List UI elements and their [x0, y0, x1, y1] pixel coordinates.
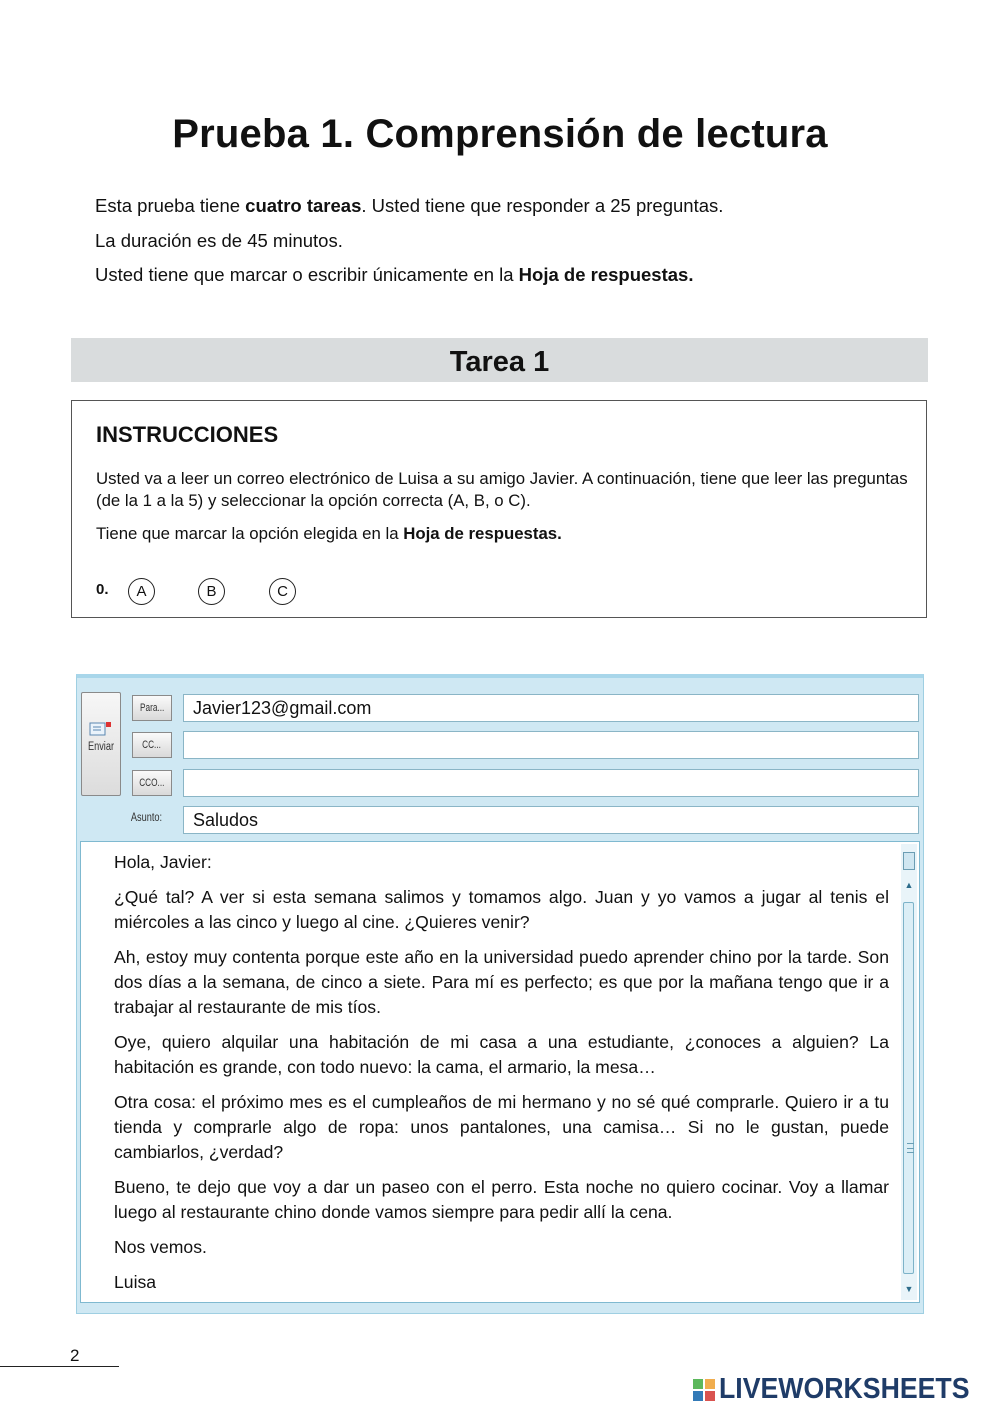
to-field[interactable]: Javier123@gmail.com: [183, 694, 919, 722]
email-paragraph: Bueno, te dejo que voy a dar un paseo con el perro. Esta noche no quiero cocinar. Voy a llamar luego al restaurante chino donde vamos siempre para pedir allí la cena.: [114, 1177, 889, 1222]
email-paragraph: ¿Qué tal? A ver si esta semana salimos y tomamos algo. Juan y yo vamos a jugar al tenis el miércoles a las cinco y luego al cine. ¿Quieres venir?: [114, 887, 889, 932]
instructions-paragraph: Usted va a leer un correo electrónico de Luisa a su amigo Javier. A continuación, tiene que leer las preguntas (de la 1 a la 5) y seleccionar la opción correcta (A, B, o C).: [96, 469, 908, 510]
brand-name[interactable]: LIVEWORKSHEETS: [719, 1373, 970, 1405]
email-paragraph: Otra cosa: el próximo mes es el cumpleaños de mi hermano y no sé qué comprarle. Quiero ir a tu tienda y comprarle algo de ropa: unos pantalones, una camisa… Si no le gustan, puede cambiarlos, ¿verdad?: [114, 1092, 889, 1162]
task-heading: Tarea 1: [71, 338, 928, 382]
cc-button[interactable]: CC...: [132, 732, 172, 758]
email-paragraph: Ah, estoy muy contenta porque este año en la universidad puedo aprender chino por la tarde. Son dos días a la semana, de cinco a siete. Para mí es perfecto; es que por la mañana tengo que ir a trabajar al restaurante de mis tíos.: [114, 947, 889, 1017]
scroll-down-arrow-icon[interactable]: ▼: [904, 1284, 914, 1294]
grip-icon: [907, 1143, 914, 1153]
scrollbar-thumb[interactable]: [903, 902, 914, 1274]
subject-field[interactable]: Saludos: [183, 806, 919, 834]
email-paragraph: Oye, quiero alquilar una habitación de mi casa a una estudiante, ¿conoces a alguien? La habitación es grande, con todo nuevo: la cama, el armario, la mesa…: [114, 1032, 889, 1077]
intro-line-1: Esta prueba tiene cuatro tareas. Usted tiene que responder a 25 preguntas.: [95, 195, 724, 216]
cc-field[interactable]: [183, 731, 919, 759]
page-title: Prueba 1. Comprensión de lectura: [172, 112, 828, 156]
instructions-answer-note: Tiene que marcar la opción elegida en la Hoja de respuestas.: [96, 524, 562, 543]
subject-label: Asunto:: [130, 812, 163, 824]
page-number: 2: [70, 1346, 80, 1365]
email-body-text: [114, 850, 889, 1305]
send-label: Enviar: [87, 741, 115, 753]
bcc-field[interactable]: [183, 769, 919, 797]
example-option-a[interactable]: A: [128, 578, 155, 605]
footer-rule: [0, 1366, 119, 1367]
attachment-icon[interactable]: [903, 852, 915, 870]
example-option-c[interactable]: C: [269, 578, 296, 605]
send-button[interactable]: [81, 692, 121, 796]
intro-line-3: Usted tiene que marcar o escribir únicamente en la Hoja de respuestas.: [95, 264, 694, 285]
intro-line-2: La duración es de 45 minutos.: [95, 230, 343, 251]
email-body[interactable]: [80, 841, 920, 1303]
email-paragraph: Hola, Javier:: [114, 852, 212, 872]
envelope-icon: [89, 721, 113, 737]
scroll-up-arrow-icon[interactable]: ▲: [904, 880, 914, 890]
instructions-heading: INSTRUCCIONES: [96, 422, 279, 447]
email-window: [76, 674, 924, 1314]
email-paragraph: Nos vemos.: [114, 1237, 207, 1257]
vertical-scrollbar[interactable]: [901, 844, 917, 1300]
example-number: 0.: [96, 581, 109, 598]
instructions-box: [71, 400, 927, 618]
bcc-button[interactable]: CCO...: [132, 770, 172, 796]
example-option-b[interactable]: B: [198, 578, 225, 605]
to-button[interactable]: Para...: [132, 695, 172, 721]
liveworksheets-logo-icon: [693, 1379, 715, 1401]
email-paragraph: Luisa: [114, 1272, 157, 1292]
